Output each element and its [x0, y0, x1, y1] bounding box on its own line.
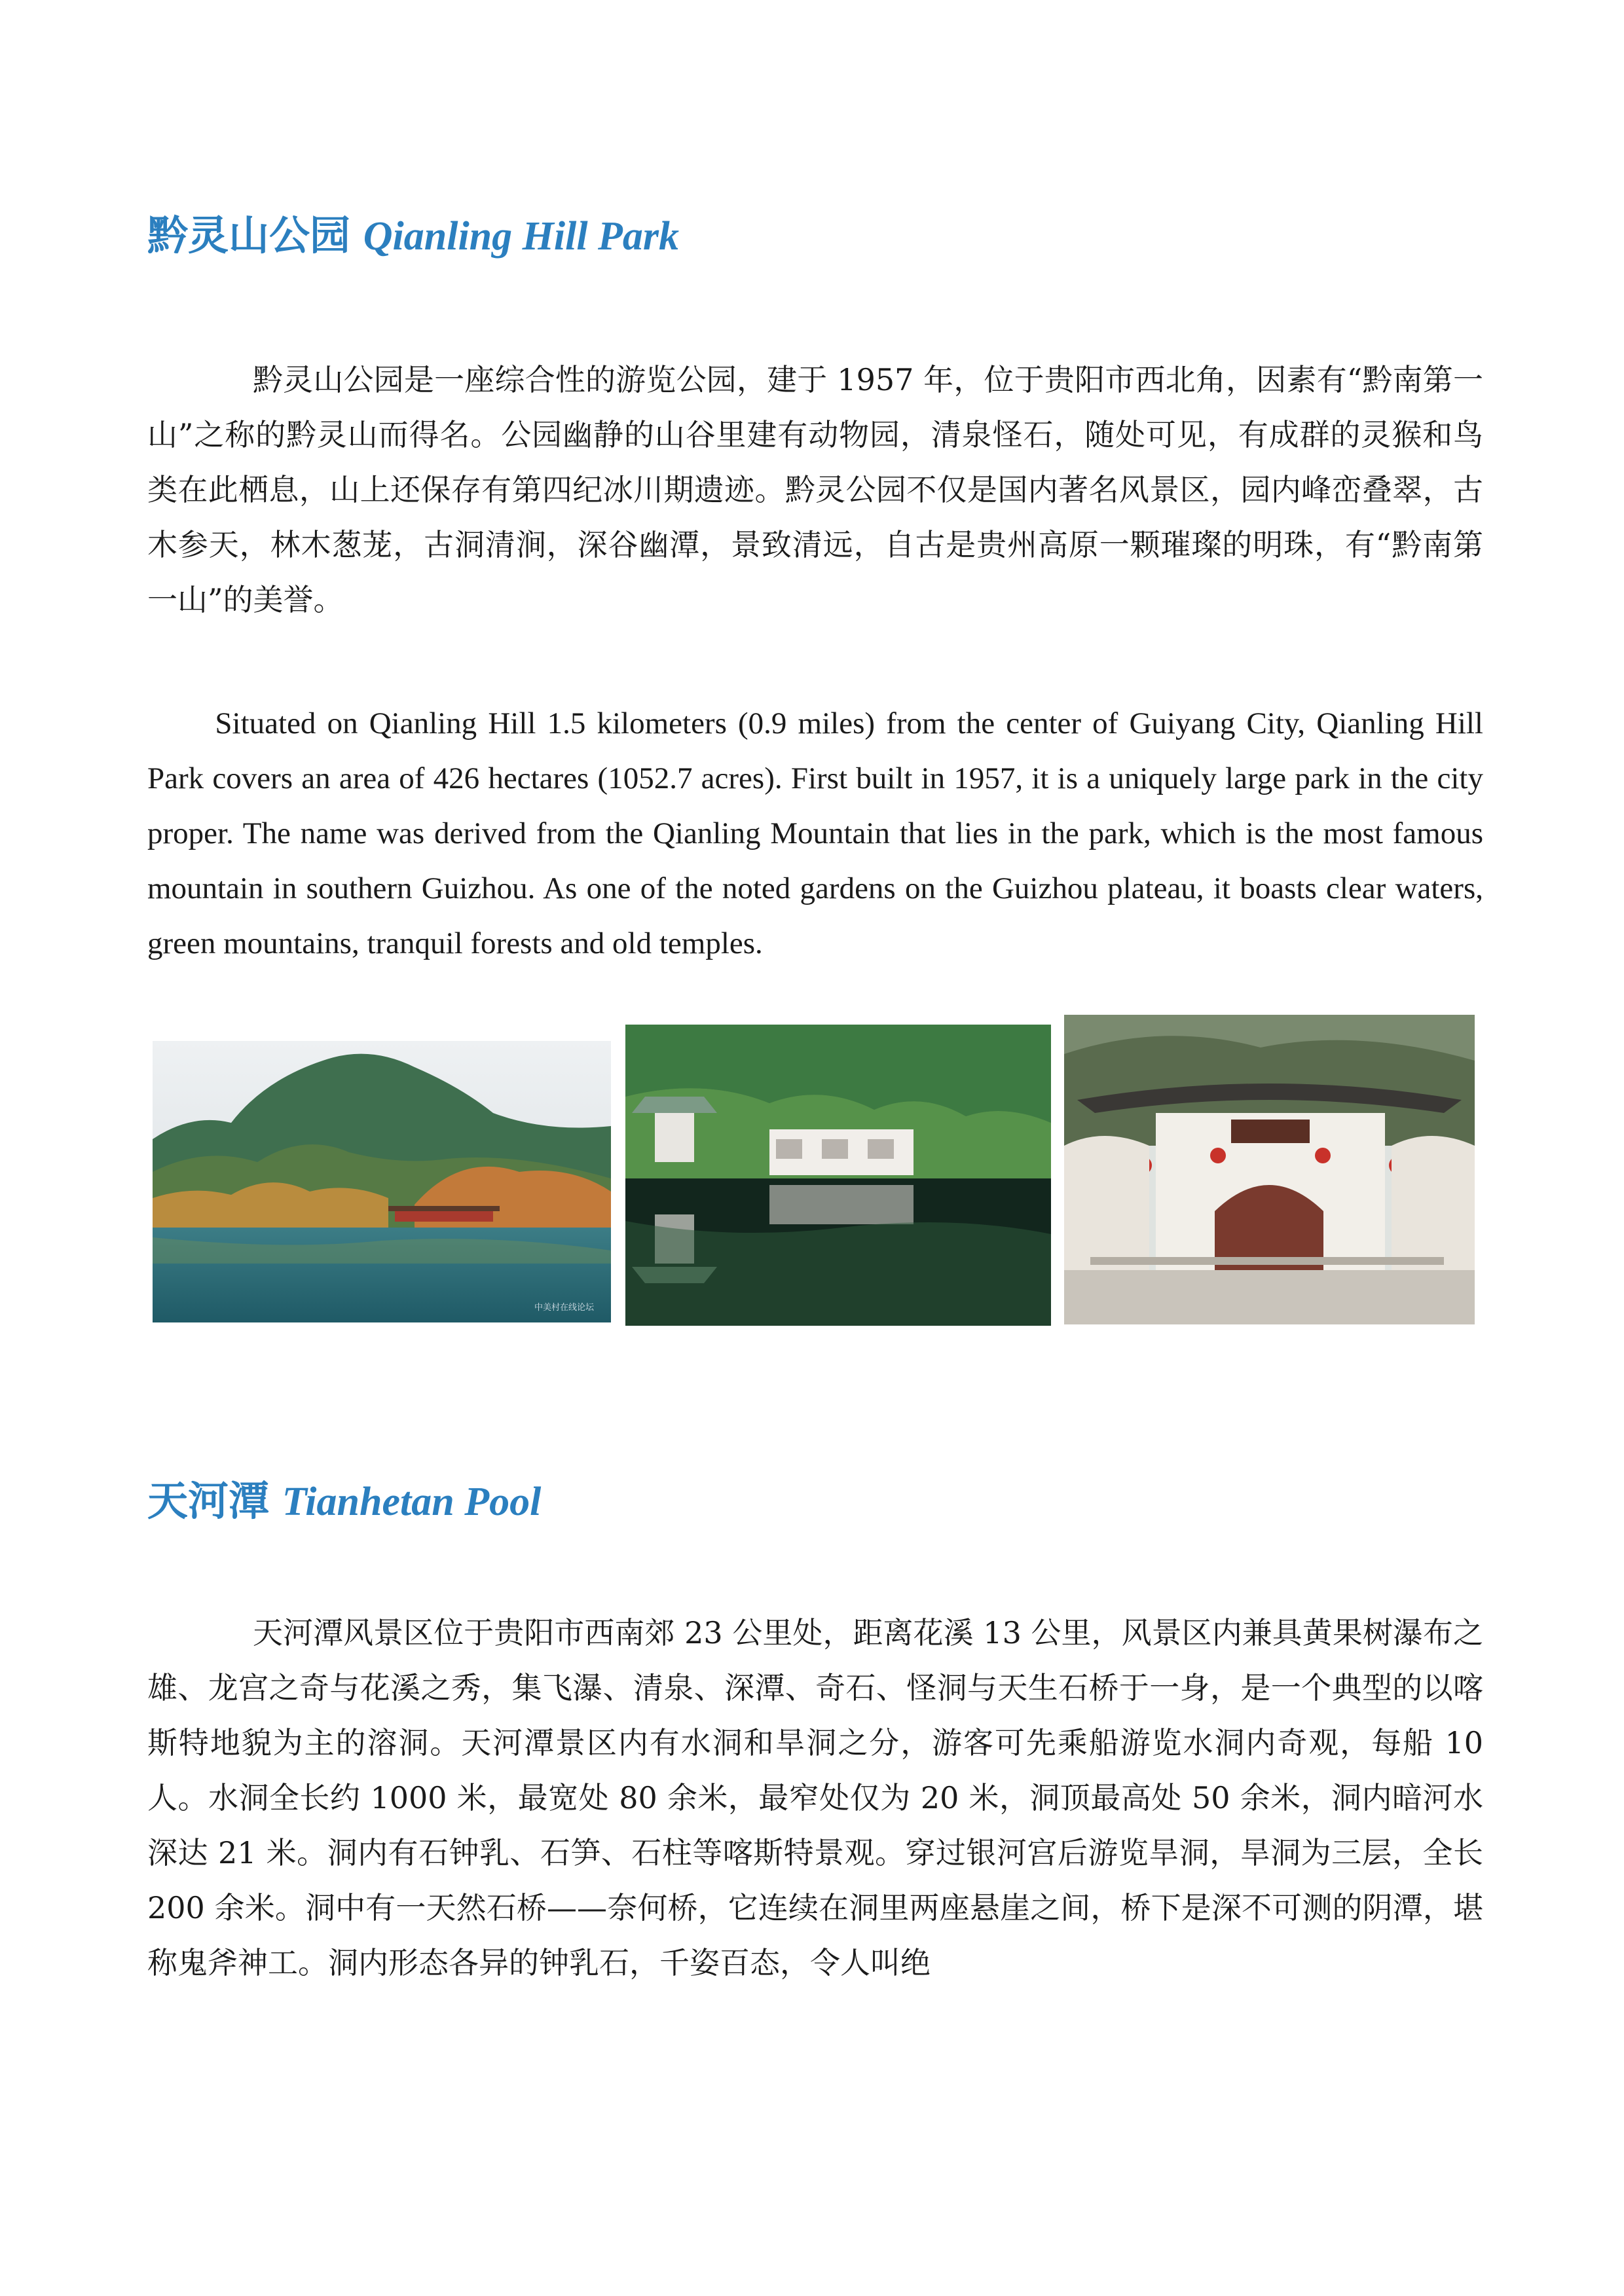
paragraph-qianling-en: Situated on Qianling Hill 1.5 kilometers (0.9 miles) from the center of Guiyang City, Qianling Hill Park covers an area of 426 hectares (1052.7 acres). First built in 1957, it is a uniquely large park in the city proper. The name was derived from the Qianling Mountain that lies in the park, which is the most famous mountain in southern Guizhou. As one of the noted gardens on the Guizhou plateau, it boasts clear waters, green mountains, tranquil forests and old temples. — [147, 706, 1483, 960]
paragraph-tianhetan-zh: 天河潭风景区位于贵阳市西南郊 23 公里处，距离花溪 13 公里，风景区内兼具黄果树瀑布之雄、龙宫之奇与花溪之秀，集飞瀑、清泉、深潭、奇石、怪洞与天生石桥于一身，是一个典型的以喀斯特地貌为主的溶洞。天河潭景区内有水洞和旱洞之分，游客可先乘船游览水洞内奇观，每船 10 人。水洞全长约 1000 米，最宽处 80 余米，最窄处仅为 20 米，洞顶最高处 50 余米，洞内暗河水深达 21 米。洞内有石钟乳、石笋、石柱等喀斯特景观。穿过银河宫后游览旱洞，旱洞为三层，全长 200 余米。洞中有一天然石桥——奈何桥，它连续在洞里两座悬崖之间，桥下是深不可测的阴潭，堪称鬼斧神工。洞内形态各异的钟乳石，千姿百态，令人叫绝 — [147, 1615, 1483, 1980]
section-heading-tianhetan — [147, 1475, 541, 1528]
heading-zh: 黔灵山公园 — [147, 211, 351, 259]
photo-temple-gate — [1064, 1015, 1475, 1324]
photo-lake-hills — [153, 1041, 611, 1322]
heading-en: Tianhetan Pool — [282, 1480, 542, 1524]
heading-en: Qianling Hill Park — [363, 214, 680, 259]
photo-watermark: 中美村在线论坛 — [534, 1303, 594, 1313]
photo-pavilion-pond — [625, 1025, 1051, 1326]
heading-zh: 天河潭 — [147, 1477, 270, 1525]
paragraph-qianling-zh: 黔灵山公园是一座综合性的游览公园，建于 1957 年，位于贵阳市西北角，因素有“黔南第一山”之称的黔灵山而得名。公园幽静的山谷里建有动物园，清泉怪石，随处可见，有成群的灵猴和鸟类在此栖息，山上还保存有第四纪冰川期遗迹。黔灵公园不仅是国内著名风景区，园内峰峦叠翠，古木参天，林木葱茏，古洞清涧，深谷幽潭，景致清远，自古是贵州高原一颗璀璨的明珠，有“黔南第一山”的美誉。 — [147, 362, 1483, 617]
section-heading-qianling — [147, 210, 679, 263]
